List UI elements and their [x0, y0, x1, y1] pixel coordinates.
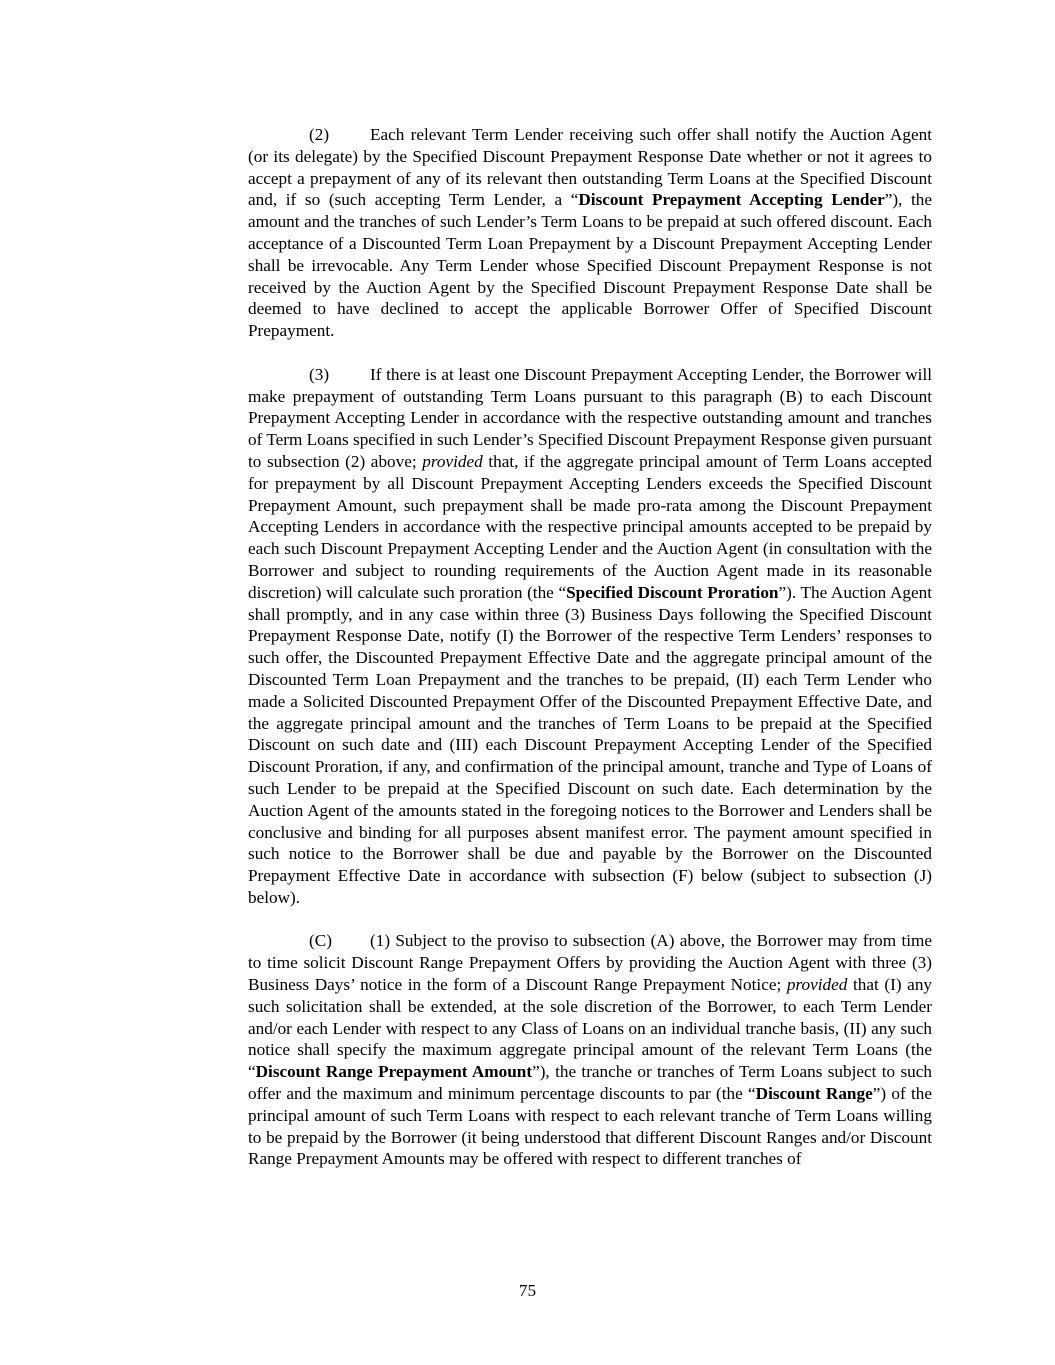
- defined-term-discount-range-prepayment-amount: Discount Range Prepayment Amount: [255, 1062, 533, 1082]
- paragraph-3: [248, 364, 932, 909]
- defined-term-specified-discount-proration: Specified Discount Proration: [566, 582, 779, 602]
- paragraph-3-text-2: that, if the aggregate principal amount of Term Loans accepted for prepayment by all Discount Prepayment Accepting Lenders exceeds the Specified Discount Prepayment Amount, such prepayment shall be made pro-rata among the Discount Prepayment Accepting Lenders in accordance with the respective principal amounts accepted to be prepaid by each such Discount Prepayment Accepting Lender and the Auction Agent (in consultation with the Borrower and subject to rounding requirements of the Auction Agent made in its reasonable discretion) will calculate such proration (the “: [248, 451, 932, 602]
- document-body: [248, 124, 932, 1192]
- page-number: 75: [518, 1281, 537, 1300]
- paragraph-2-text-1: Each relevant Term Lender receiving such offer shall notify the Auction Agent (or its delegate) by the Specified Discount Prepayment Response Date whether or not it agrees to accept a prepayment of any of its relevant then outstanding Term Loans at the Specified Discount and, if so (such accepting Term Lender, a “: [248, 125, 932, 210]
- paragraph-2-text-2: ”), the amount and the tranches of such Lender’s Term Loans to be prepaid at such offered discount. Each acceptance of a Discounted Term Loan Prepayment by a Discount Prepayment Accepting Lender shall be irrevocable. Any Term Lender whose Specified Discount Prepayment Response is not received by the Auction Agent by the Specified Discount Prepayment Response Date shall be deemed to have declined to accept the applicable Borrower Offer of Specified Discount Prepayment.: [248, 190, 932, 341]
- paragraph-2-label: (2): [309, 125, 330, 144]
- paragraph-c-text-2: that (I) any such solicitation shall be extended, at the sole discretion of the Borrower, to each Term Lender and/or each Lender with respect to any Class of Loans on an individual tranche basis, (II) any such notice shall specify the maximum aggregate principal amount of the relevant Term Loans (the “: [248, 975, 933, 1082]
- paragraph-2: [248, 124, 932, 342]
- paragraph-3-text-1: If there is at least one Discount Prepayment Accepting Lender, the Borrower will make prepayment of outstanding Term Loans pursuant to this paragraph (B) to each Discount Prepayment Accepting Lender in accordance with the respective outstanding amount and tranches of Term Loans specified in such Lender’s Specified Discount Prepayment Response given pursuant to subsection (2) above;: [248, 364, 932, 471]
- defined-term-discount-prepayment-accepting-lender: Discount Prepayment Accepting Lender: [578, 190, 885, 210]
- paragraph-c-provided: provided: [786, 975, 848, 995]
- paragraph-c-text-4: ”) of the principal amount of such Term Loans with respect to each relevant tranche of Term Loans willing to be prepaid by the Borrower (it being understood that different Discount Ranges and/or Discount Range Prepayment Amounts may be offered with respect to different tranches of: [248, 1084, 933, 1169]
- paragraph-c-label: (C): [309, 931, 332, 951]
- paragraph-3-label: (3): [309, 364, 330, 384]
- paragraph-c: [248, 930, 932, 1170]
- paragraph-c-text-3: ”), the tranche or tranches of Term Loans subject to such offer and the maximum and minimum percentage discounts to par (the “: [248, 1062, 932, 1104]
- paragraph-c-text-1: (1) Subject to the proviso to subsection (A) above, the Borrower may from time to time solicit Discount Range Prepayment Offers by providing the Auction Agent with three (3) Business Days’ notice in the form of a Discount Range Prepayment Notice;: [248, 931, 932, 995]
- defined-term-discount-range: Discount Range: [755, 1084, 873, 1104]
- paragraph-3-provided: provided: [422, 451, 483, 471]
- paragraph-3-text-3: ”). The Auction Agent shall promptly, and in any case within three (3) Business Days following the Specified Discount Prepayment Response Date, notify (I) the Borrower of the respective Term Lenders’ responses to such offer, the Discounted Prepayment Effective Date and the aggregate principal amount of the Discounted Term Loan Prepayment and the tranches to be prepaid, (II) each Term Lender who made a Solicited Discounted Prepayment Offer of the Discounted Prepayment Effective Date, and the aggregate principal amount and the tranches of Term Loans to be prepaid at the Specified Discount on such date and (III) each Discount Prepayment Accepting Lender of the Specified Discount Proration, if any, and confirmation of the principal amount, tranche and Type of Loans of such Lender to be prepaid at the Specified Discount on such date. Each determination by the Auction Agent of the amounts stated in the foregoing notices to the Borrower and Lenders shall be conclusive and binding for all purposes absent manifest error. The payment amount specified in such notice to the Borrower shall be due and payable by the Borrower on the Discounted Prepayment Effective Date in accordance with subsection (F) below (subject to subsection (J) below).: [248, 582, 932, 907]
